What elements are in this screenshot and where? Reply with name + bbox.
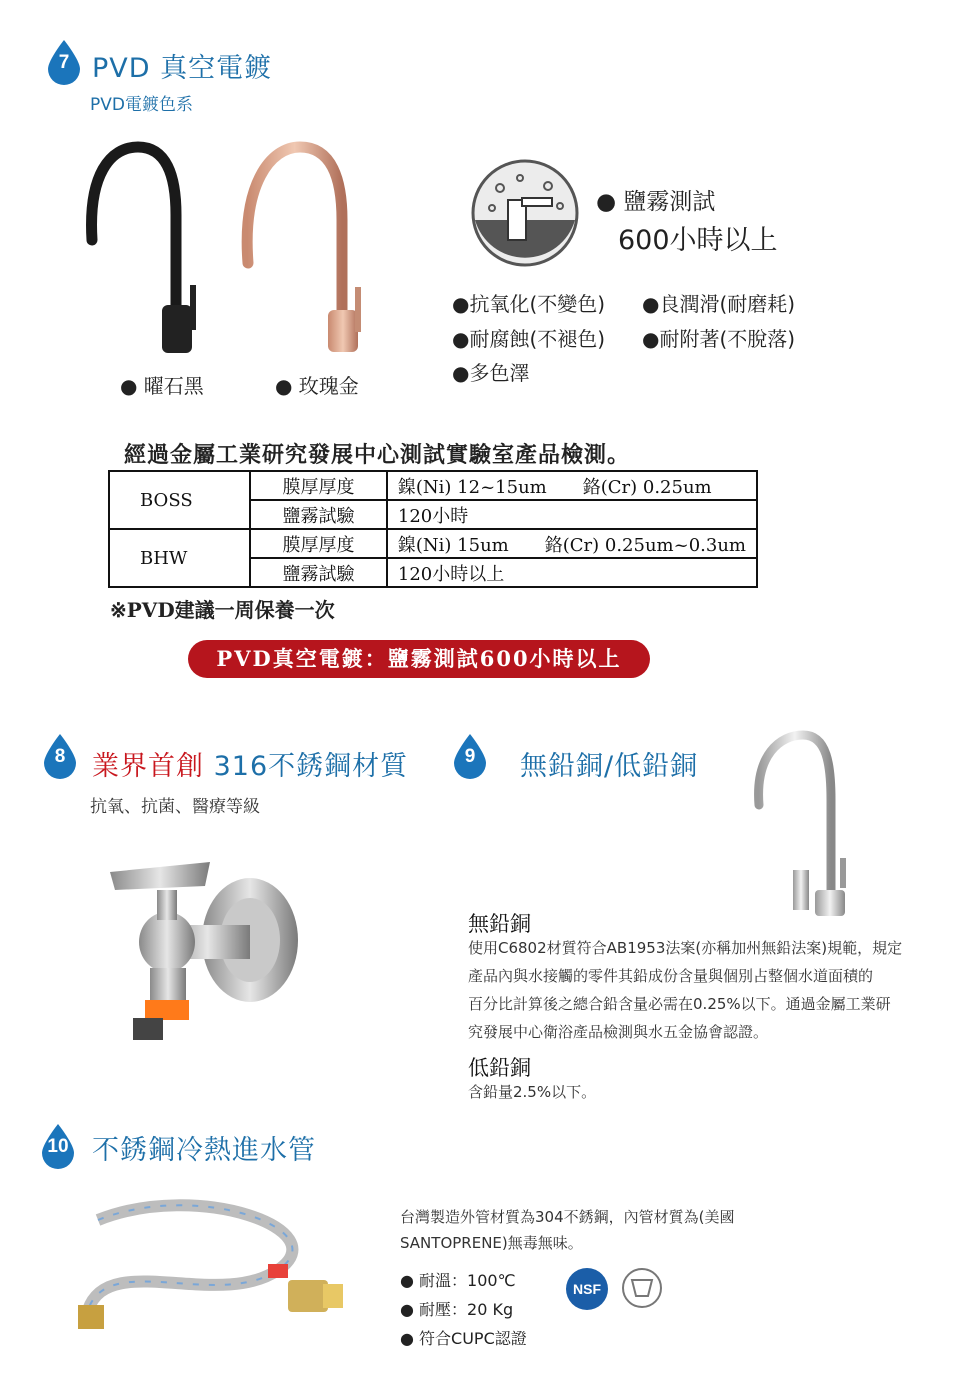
feature-anti-corrosion: ●耐腐蝕(不褪色) bbox=[452, 327, 606, 351]
section-7-badge bbox=[44, 38, 84, 86]
hose-description bbox=[400, 1204, 735, 1256]
film-thickness-label: 膜厚厚度 bbox=[250, 529, 387, 558]
section-number: 8 bbox=[54, 746, 66, 767]
hose-specs bbox=[400, 1266, 527, 1353]
section-8-subtitle: 抗氧、抗菌、醫療等級 bbox=[90, 797, 260, 817]
feature-lubrication: ●良潤滑(耐磨耗) bbox=[642, 292, 796, 316]
spec-temperature: ● 耐溫：100℃ bbox=[400, 1271, 516, 1290]
section-7-title: PVD 真空電鍍 bbox=[92, 53, 273, 84]
text-line: 產品內與水接觸的零件其鉛成份含量與個別占整個水道面積的 bbox=[468, 967, 874, 985]
spec-pressure: ● 耐壓：20 Kg bbox=[400, 1300, 514, 1319]
table-row bbox=[109, 471, 757, 500]
section-8-badge bbox=[40, 732, 80, 780]
section-7-subtitle: PVD電鍍色系 bbox=[90, 95, 193, 115]
feature-multi-color: ●多色澤 bbox=[452, 361, 530, 385]
table-row bbox=[109, 529, 757, 558]
text-line: 究發展中心衛浴產品檢測與水五金協會認證。 bbox=[468, 1023, 769, 1041]
section-8-title bbox=[92, 744, 408, 783]
stainless-tap-image bbox=[105, 850, 315, 1050]
section-10-title: 不銹鋼冷熱進水管 bbox=[92, 1135, 316, 1166]
pvd-banner: PVD真空電鍍：鹽霧測試600小時以上 bbox=[188, 640, 650, 678]
text-line: 百分比計算後之總合鉛含量必需在0.25%以下。通過金屬工業研 bbox=[468, 995, 891, 1013]
feature-adhesion: ●耐附著(不脫落) bbox=[642, 327, 796, 351]
lead-free-description bbox=[468, 934, 902, 1046]
title-highlight: 業界首創 bbox=[92, 751, 204, 782]
salt-spray-label: ● 鹽霧測試 bbox=[596, 189, 716, 215]
title-main: 316不銹鋼材質 bbox=[213, 751, 409, 782]
boss-film-value: 鎳(Ni) 12~15um 鉻(Cr) 0.25um bbox=[387, 471, 757, 500]
section-9-title: 無鉛銅/低鉛銅 bbox=[520, 751, 699, 782]
section-9-badge bbox=[450, 732, 490, 780]
cupc-certification-icon bbox=[620, 1266, 664, 1310]
section-number: 9 bbox=[464, 746, 476, 767]
salt-test-label: 鹽霧試驗 bbox=[250, 500, 387, 529]
salt-spray-test-icon bbox=[470, 158, 580, 268]
pvd-faucets-image bbox=[70, 135, 400, 365]
color-obsidian-black: ● 曜石黑 bbox=[120, 374, 204, 398]
feature-anti-oxidation: ●抗氧化(不變色) bbox=[452, 292, 606, 316]
section-10-badge bbox=[38, 1122, 78, 1170]
lead-free-faucet-image bbox=[745, 730, 875, 920]
low-lead-description: 含鉛量2.5%以下。 bbox=[468, 1083, 597, 1101]
braided-hose-image bbox=[78, 1190, 358, 1340]
color-rose-gold: ● 玫瑰金 bbox=[275, 374, 359, 398]
section-number: 10 bbox=[47, 1136, 69, 1157]
bhw-salt-value: 120小時以上 bbox=[387, 558, 757, 587]
text-line: 台灣製造外管材質為304不銹鋼，內管材質為(美國 bbox=[400, 1208, 735, 1226]
bhw-film-value: 鎳(Ni) 15um 鉻(Cr) 0.25um~0.3um bbox=[387, 529, 757, 558]
test-heading: 經過金屬工業研究發展中心測試實驗室產品檢測。 bbox=[124, 442, 631, 468]
brand-boss: BOSS bbox=[109, 471, 250, 529]
salt-test-label: 鹽霧試驗 bbox=[250, 558, 387, 587]
section-number: 7 bbox=[58, 52, 70, 73]
text-line: SANTOPRENE)無毒無味。 bbox=[400, 1234, 583, 1252]
nsf-logo-icon: NSF bbox=[566, 1268, 608, 1310]
low-lead-heading: 低鉛銅 bbox=[468, 1056, 531, 1080]
text-line: 使用C6802材質符合AB1953法案(亦稱加州無鉛法案)規範，規定 bbox=[468, 939, 903, 957]
maintenance-note: ※PVD建議一周保養一次 bbox=[110, 598, 335, 622]
pvd-spec-table bbox=[108, 470, 758, 588]
lead-free-heading: 無鉛銅 bbox=[468, 912, 531, 936]
brand-bhw: BHW bbox=[109, 529, 250, 587]
salt-spray-hours: 600小時以上 bbox=[618, 225, 778, 256]
boss-salt-value: 120小時 bbox=[387, 500, 757, 529]
film-thickness-label: 膜厚厚度 bbox=[250, 471, 387, 500]
spec-certification: ● 符合CUPC認證 bbox=[400, 1329, 527, 1348]
